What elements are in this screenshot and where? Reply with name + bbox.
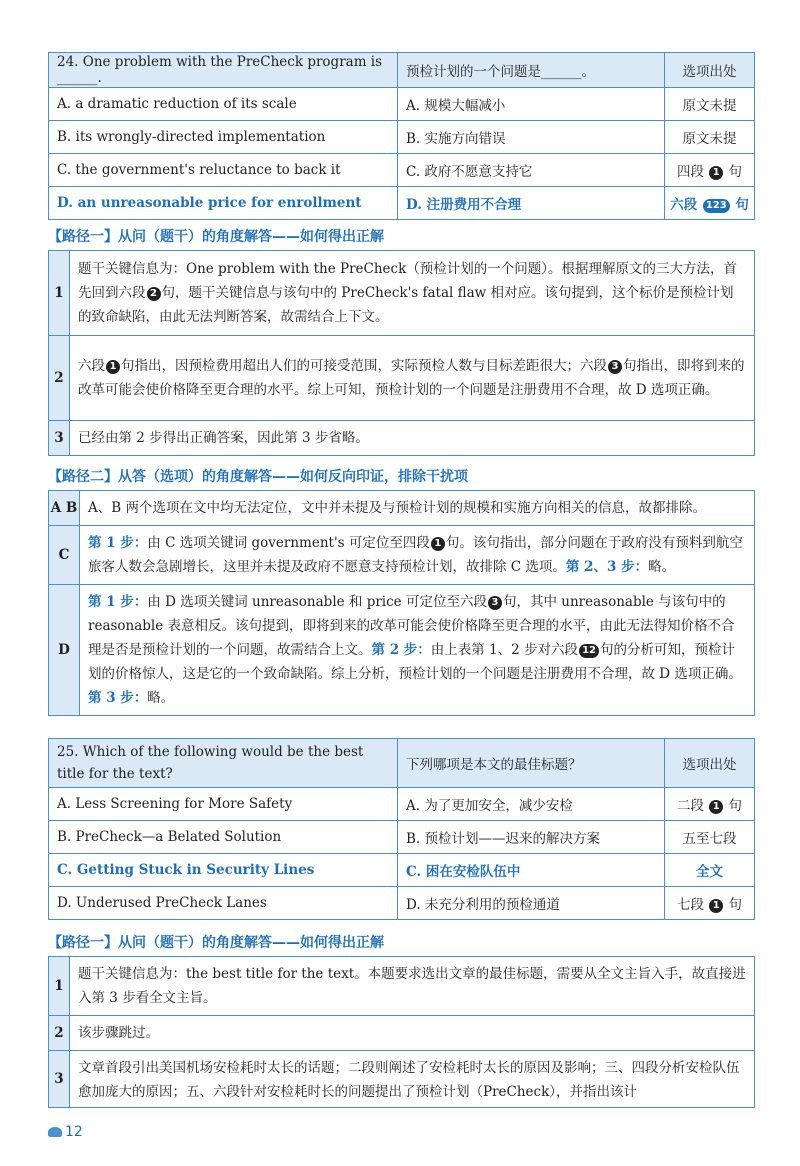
- table-row: [49, 821, 755, 854]
- option-en: C. the government's reluctance to back it: [49, 154, 398, 187]
- option-source: [665, 154, 755, 187]
- option-en: C. Getting Stuck in Security Lines: [49, 854, 398, 887]
- q25-question-cn: 下列哪项是本文的最佳标题？: [398, 739, 665, 788]
- option-label: C: [49, 526, 80, 585]
- text-span: 句指出，即将到来的改革可能会使价格降至更合理的水平。综上可知，预检计划的一个问题是注册费用不合理，故 D 选项正确。: [78, 358, 745, 398]
- text-span: 由上表第 1、2 步对六段: [430, 642, 579, 658]
- option-cn: B. 预检计划——迟来的解决方案: [398, 821, 665, 854]
- sentence-number-badge: 2: [147, 287, 161, 301]
- option-source: 原文未提: [665, 88, 755, 121]
- step-text: 题干关键信息为：the best title for the text。本题要求选出文章的最佳标题，需要从全文主旨入手，故直接进入第 3 步看全文主旨。: [70, 957, 755, 1016]
- option-cn: A. 为了更加安全，减少安检: [398, 788, 665, 821]
- q24-question-en: 24. One problem with the PreCheck program is ______.: [49, 53, 398, 88]
- option-cn: B. 实施方向错误: [398, 121, 665, 154]
- q25-question-en: 25. Which of the following would be the best title for the text?: [49, 739, 398, 788]
- text-span: 由 D 选项关键词 unreasonable 和 price 可定位至六段: [147, 594, 487, 610]
- option-cn: D. 未充分利用的预检通道: [398, 887, 665, 920]
- step-number: 1: [49, 957, 70, 1016]
- text-span: 略。: [648, 559, 676, 575]
- option-cn: A. 规模大幅减小: [398, 88, 665, 121]
- option-analysis: A、B 两个选项在文中均无法定位，文中并未提及与预检计划的规模和实施方向相关的信息，故都排除。: [80, 491, 755, 526]
- step-text: 该步骤跳过。: [70, 1016, 755, 1051]
- source-para: 七段: [676, 897, 704, 913]
- q25-options-table: [48, 738, 755, 920]
- source-para: 四段: [676, 164, 704, 180]
- sentence-number-badge: 1: [709, 166, 723, 180]
- option-en: B. its wrongly-directed implementation: [49, 121, 398, 154]
- option-cn: C. 困在安检队伍中: [398, 854, 665, 887]
- table-row-correct: [49, 187, 755, 220]
- option-en: D. Underused PreCheck Lanes: [49, 887, 398, 920]
- table-row: [49, 88, 755, 121]
- step-row: [49, 1016, 755, 1051]
- source-sentence: 句: [728, 164, 743, 180]
- option-cn: D. 注册费用不合理: [398, 187, 665, 220]
- step-text: [70, 336, 755, 421]
- table-row: [49, 121, 755, 154]
- source-sentence: 句: [735, 197, 749, 213]
- table-row: [49, 788, 755, 821]
- step-number: 3: [49, 421, 70, 456]
- step-row: [49, 251, 755, 336]
- q25-source-header: 选项出处: [665, 739, 755, 788]
- step-tag: 第 2、3 步：: [565, 559, 649, 575]
- option-en: B. PreCheck—a Belated Solution: [49, 821, 398, 854]
- table-row: [49, 154, 755, 187]
- option-row: [49, 526, 755, 585]
- text-span: 题干关键信息为：One problem with the PreCheck（预检计划的一个问题）。根据理解原文的三大方法，首先回到六段: [78, 261, 738, 301]
- option-label: A B: [49, 491, 80, 526]
- step-row: [49, 336, 755, 421]
- option-source: 五至七段: [665, 821, 755, 854]
- text-span: 句的分析可知，预检计划的价格惊人，这是它的一个致命缺陷。综上分析，预检计划的一个问题是注册费用不合理，故 D 选项正确。: [88, 642, 742, 682]
- step-number: 2: [49, 1016, 70, 1051]
- option-analysis: [80, 585, 755, 716]
- q25-route1-table: [48, 956, 755, 1108]
- option-source: [665, 187, 755, 220]
- step-tag: 第 3 步：: [88, 690, 148, 706]
- option-source: [665, 788, 755, 821]
- step-tag: 第 1 步：: [88, 535, 148, 551]
- text-span: 由 C 选项关键词 government's 可定位至四段: [147, 535, 430, 551]
- step-number: 2: [49, 336, 70, 421]
- q24-question-cn: 预检计划的一个问题是______。: [398, 53, 665, 88]
- table-row-correct: [49, 854, 755, 887]
- sentence-number-badge: 1: [106, 360, 120, 374]
- source-para: 二段: [676, 798, 704, 814]
- table-header-row: [49, 739, 755, 788]
- step-row: [49, 421, 755, 456]
- step-text: [70, 251, 755, 336]
- text-span: 句，其中 unreasonable 与该句中的 reasonable 表意相反。该句提到，即将到来的改革可能会使价格降至更合理的水平，由此无法得知价格不合理是否是预检计划的一个问题，故需结合上文。: [88, 594, 735, 658]
- route2-title: 【路径二】从答（选项）的角度解答——如何反向印证，排除干扰项: [48, 469, 468, 485]
- page-footer: [48, 1124, 83, 1140]
- book-logo-icon: [48, 1127, 62, 1137]
- sentence-number-badge: 123: [703, 199, 730, 213]
- route1-title: 【路径一】从问（题干）的角度解答——如何得出正解: [48, 229, 384, 245]
- option-source: [665, 887, 755, 920]
- text-span: 句指出，因预检费用超出人们的可接受范围，实际预检人数与目标差距很大；六段: [121, 358, 607, 374]
- table-row: [49, 887, 755, 920]
- sentence-number-badge: 1: [709, 899, 723, 913]
- q24-options-table: [48, 52, 755, 220]
- step-text: 文章首段引出美国机场安检耗时太长的话题；二段则阐述了安检耗时太长的原因及影响；三、四段分析安检队伍愈加庞大的原因；五、六段针对安检耗时长的问题提出了预检计划（PreCheck），并指出该计: [70, 1051, 755, 1108]
- step-text: 已经由第 2 步得出正确答案，因此第 3 步省略。: [70, 421, 755, 456]
- source-sentence: 句: [728, 897, 743, 913]
- option-source: 原文未提: [665, 121, 755, 154]
- q24-route1-table: [48, 250, 755, 456]
- step-tag: 第 1 步：: [88, 594, 148, 610]
- option-cn: C. 政府不愿意支持它: [398, 154, 665, 187]
- step-row: [49, 957, 755, 1016]
- sentence-number-badge: 1: [431, 537, 445, 551]
- q24-route2-table: [48, 490, 755, 716]
- step-row: [49, 1051, 755, 1108]
- text-span: 略。: [147, 690, 175, 706]
- q24-source-header: 选项出处: [665, 53, 755, 88]
- step-number: 1: [49, 251, 70, 336]
- option-en: D. an unreasonable price for enrollment: [49, 187, 398, 220]
- q25-route1-title: 【路径一】从问（题干）的角度解答——如何得出正解: [48, 935, 384, 951]
- text-span: 句，题干关键信息与该句中的 PreCheck's fatal flaw 相对应。该句提到，这个标价是预检计划的致命缺陷，由此无法判断答案，故需结合上下文。: [78, 285, 734, 325]
- step-tag: 第 2 步：: [371, 642, 431, 658]
- option-source: 全文: [665, 854, 755, 887]
- page-number: 12: [65, 1124, 83, 1140]
- option-en: A. Less Screening for More Safety: [49, 788, 398, 821]
- option-en: A. a dramatic reduction of its scale: [49, 88, 398, 121]
- source-sentence: 句: [728, 798, 743, 814]
- text-span: 六段: [78, 358, 105, 374]
- option-label: D: [49, 585, 80, 716]
- text-span: 句。该句指出，部分问题在于政府没有预料到航空旅客人数会急剧增长，这里并未提及政府不愿意支持预检计划，故排除 C 选项。: [88, 535, 743, 575]
- option-row: [49, 585, 755, 716]
- sentence-number-badge: 3: [608, 360, 622, 374]
- option-row: [49, 491, 755, 526]
- source-para: 六段: [670, 197, 698, 213]
- sentence-number-badge: 12: [579, 644, 599, 658]
- step-number: 3: [49, 1051, 70, 1108]
- table-header-row: [49, 53, 755, 88]
- sentence-number-badge: 3: [488, 596, 502, 610]
- option-analysis: [80, 526, 755, 585]
- sentence-number-badge: 1: [709, 800, 723, 814]
